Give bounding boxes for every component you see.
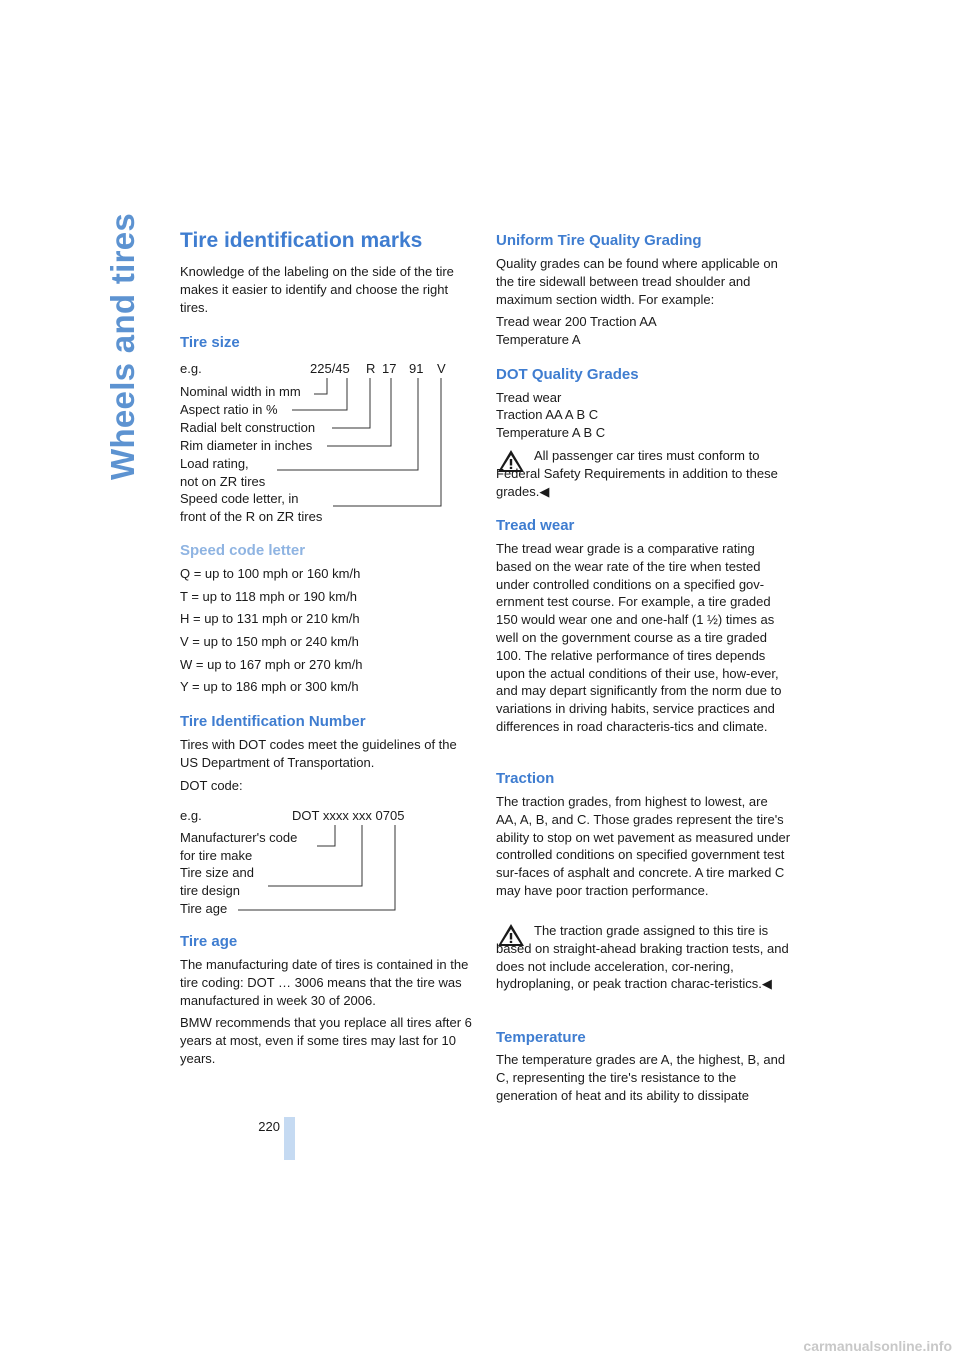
tin-text: Tires with DOT codes meet the guidelines of the US Department of Transportation. — [180, 737, 457, 770]
dot-code-example: DOT xxxx xxx 0705 — [292, 808, 405, 823]
tire-code-radial: R — [366, 361, 376, 376]
tire-code-rim: 17 — [382, 361, 397, 376]
dot-grades-heading: DOT Quality Grades — [496, 366, 639, 383]
dot-warning-text: All passenger car tires must conform to Federal Safety Requirements in addition to these grades.◀ — [496, 448, 778, 499]
speed-code-y: Y = up to 186 mph or 300 km/h — [180, 679, 359, 694]
tire-label-load-2: not on ZR tires — [180, 474, 266, 489]
dot-grades-line2: Traction AA A B C — [496, 407, 599, 422]
tread-wear-text: The tread wear grade is a comparative rating based on the wear rate of the tire when tested under controlled conditions on a specified gov-ernment test course. For example, a tire graded 150 would wear one and one-half (1 ½) times as well on the government course as a tire graded 100. The relative performance of tires depends upon the actual conditions of their use, how-ever, and may depart significantly from the norm due to variations in driving habits, service practices and differences in road characteris-tics and climate. — [496, 541, 782, 734]
tire-label-speed-1: Speed code letter, in — [180, 491, 299, 506]
tire-age-heading: Tire age — [180, 933, 238, 950]
page-title: Tire identification marks — [180, 229, 423, 252]
utqg-heading: Uniform Tire Quality Grading — [496, 232, 702, 249]
utqg-line2: Temperature A — [496, 332, 581, 347]
dot-grades-line1: Tread wear — [496, 390, 562, 405]
dot-label-manufacturer-2: for tire make — [180, 848, 253, 863]
tire-size-heading: Tire size — [180, 334, 240, 351]
tire-code-load: 91 — [409, 361, 424, 376]
tire-label-aspect: Aspect ratio in % — [180, 402, 278, 417]
tire-age-p1: The manufacturing date of tires is contained in the tire coding: DOT … 3006 means that the tire was manufactured in week 30 of 2006. — [180, 957, 469, 1008]
tire-label-width: Nominal width in mm — [180, 384, 301, 399]
intro-text: Knowledge of the labeling on the side of the tire makes it easier to identify and choose the right tires. — [180, 264, 454, 315]
tire-code-width: 225/45 — [310, 361, 350, 376]
page-number: 220 — [258, 1119, 280, 1134]
tire-label-speed-2: front of the R on ZR tires — [180, 509, 323, 524]
dot-code-label: DOT code: — [180, 778, 243, 793]
tire-age-p2: BMW recommends that you replace all tires after 6 years at most, even if some tires may last for 10 years. — [180, 1015, 472, 1066]
tin-heading: Tire Identification Number — [180, 713, 366, 730]
dot-eg: e.g. — [180, 808, 202, 823]
speed-code-v: V = up to 150 mph or 240 km/h — [180, 634, 359, 649]
tire-label-load-1: Load rating, — [180, 456, 249, 471]
tire-label-radial: Radial belt construction — [180, 420, 316, 435]
traction-heading: Traction — [496, 770, 555, 787]
temperature-heading: Temperature — [496, 1029, 586, 1046]
dot-label-manufacturer-1: Manufacturer's code — [180, 830, 298, 845]
watermark: carmanualsonline.info — [803, 1338, 952, 1354]
temperature-text: The temperature grades are A, the highest, B, and C, representing the tire's resistance to the generation of heat and its ability to dissipate — [496, 1052, 786, 1103]
sidebar-section-title-text: Wheels and tires — [104, 212, 141, 480]
dot-leader-lines — [180, 0, 480, 940]
utqg-line1: Tread wear 200 Traction AA — [496, 314, 657, 329]
tire-code-speed: V — [437, 361, 446, 376]
traction-text: The traction grades, from highest to lowest, are AA, A, B, and C. Those grades represent the tire's ability to stop on wet pavement as measured under controlled conditions on specified government test sur-faces of asphalt and concrete. A tire marked C may have poor traction performance. — [496, 794, 791, 898]
dot-label-size-1: Tire size and — [180, 865, 254, 880]
tread-wear-heading: Tread wear — [496, 517, 575, 534]
sidebar-section-title — [104, 212, 158, 480]
dot-grades-line3: Temperature A B C — [496, 425, 606, 440]
dot-label-age: Tire age — [180, 901, 228, 916]
tire-size-eg: e.g. — [180, 361, 202, 376]
tire-label-rim: Rim diameter in inches — [180, 438, 313, 453]
dot-label-size-2: tire design — [180, 883, 240, 898]
speed-code-t: T = up to 118 mph or 190 km/h — [180, 589, 357, 604]
speed-code-w: W = up to 167 mph or 270 km/h — [180, 657, 363, 672]
utqg-text: Quality grades can be found where applicable on the tire sidewall between tread shoulder and maximum section width. For example: — [496, 256, 778, 307]
traction-warning-text: The traction grade assigned to this tire is based on straight-ahead braking traction tests, and does not include acceleration, cor-nering, hydroplaning, or peak traction charac-teristics.◀ — [496, 923, 789, 992]
speed-code-q: Q = up to 100 mph or 160 km/h — [180, 566, 361, 581]
speed-code-heading: Speed code letter — [180, 542, 306, 559]
page-number-bar — [284, 1117, 295, 1160]
speed-code-h: H = up to 131 mph or 210 km/h — [180, 611, 360, 626]
